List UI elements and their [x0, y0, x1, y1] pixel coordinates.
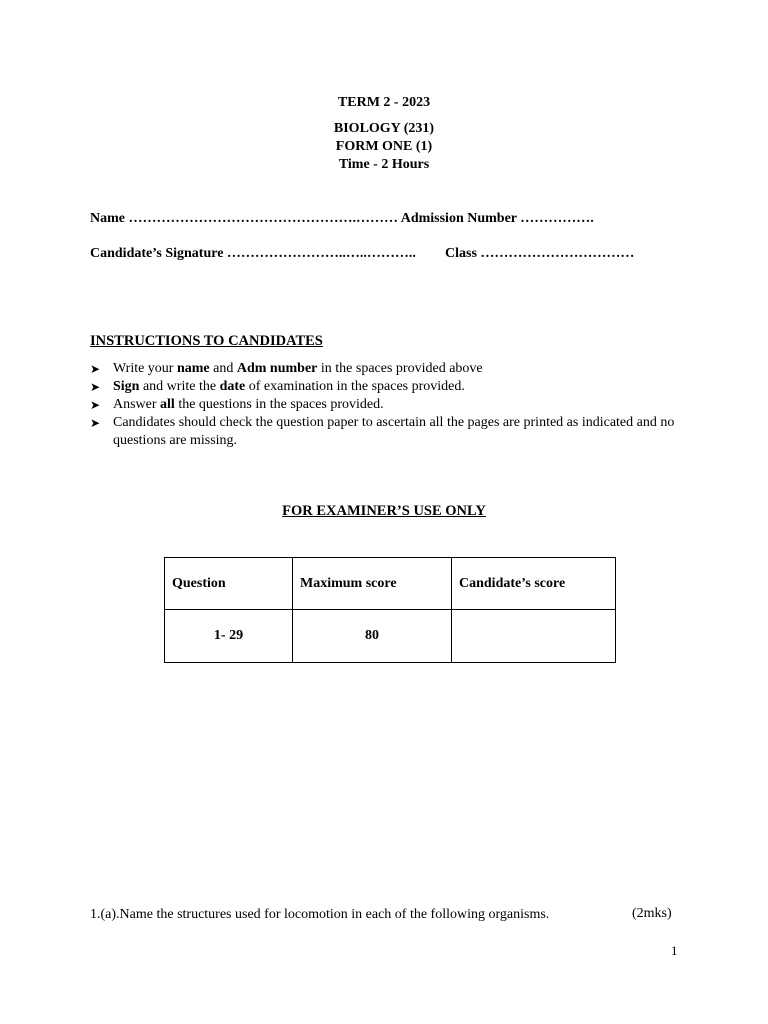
instructions-title: INSTRUCTIONS TO CANDIDATES — [90, 333, 323, 349]
exam-form: FORM ONE (1) — [335, 139, 433, 154]
header-question: Question — [165, 558, 293, 610]
header-maximum-score: Maximum score — [293, 558, 452, 610]
name-admission-field: Name ………………………………………….……… Admission Number ……………. — [90, 211, 594, 226]
arrow-bullet-icon: ➤ — [90, 416, 101, 430]
question-range: 1- 29 — [165, 610, 293, 663]
exam-time: Time - 2 Hours — [338, 157, 430, 172]
header-candidate-score: Candidate’s score — [452, 558, 616, 610]
instruction-item: ➤ Answer all the questions in the spaces provided. — [90, 397, 384, 412]
arrow-bullet-icon: ➤ — [90, 362, 101, 376]
examiner-title: FOR EXAMINER’S USE ONLY — [282, 503, 486, 519]
arrow-bullet-icon: ➤ — [90, 380, 101, 394]
maximum-score-value: 80 — [293, 610, 452, 663]
exam-subject: BIOLOGY (231) — [333, 121, 435, 136]
exam-term: TERM 2 - 2023 — [337, 95, 431, 110]
page-number: 1 — [671, 943, 678, 958]
examiner-score-table — [164, 557, 616, 663]
instructions-list — [90, 360, 690, 450]
table-header-row — [165, 558, 616, 610]
candidate-score-cell — [452, 610, 616, 663]
question-1-marks: (2mks) — [632, 906, 672, 921]
instruction-item: ➤ Candidates should check the question paper to ascertain all the pages are printed as indicated and no questions are missing. — [90, 415, 675, 448]
instruction-item: ➤ Write your name and Adm number in the spaces provided above — [90, 361, 483, 376]
table-row — [165, 610, 616, 663]
arrow-bullet-icon: ➤ — [90, 398, 101, 412]
instruction-item: ➤ Sign and write the date of examination in the spaces provided. — [90, 379, 465, 394]
question-1-text: 1.(a).Name the structures used for locomotion in each of the following organisms. — [90, 907, 550, 922]
candidate-signature-field: Candidate’s Signature ……………………..…..……….. — [90, 246, 420, 261]
class-field: Class …………………………… — [445, 246, 635, 261]
